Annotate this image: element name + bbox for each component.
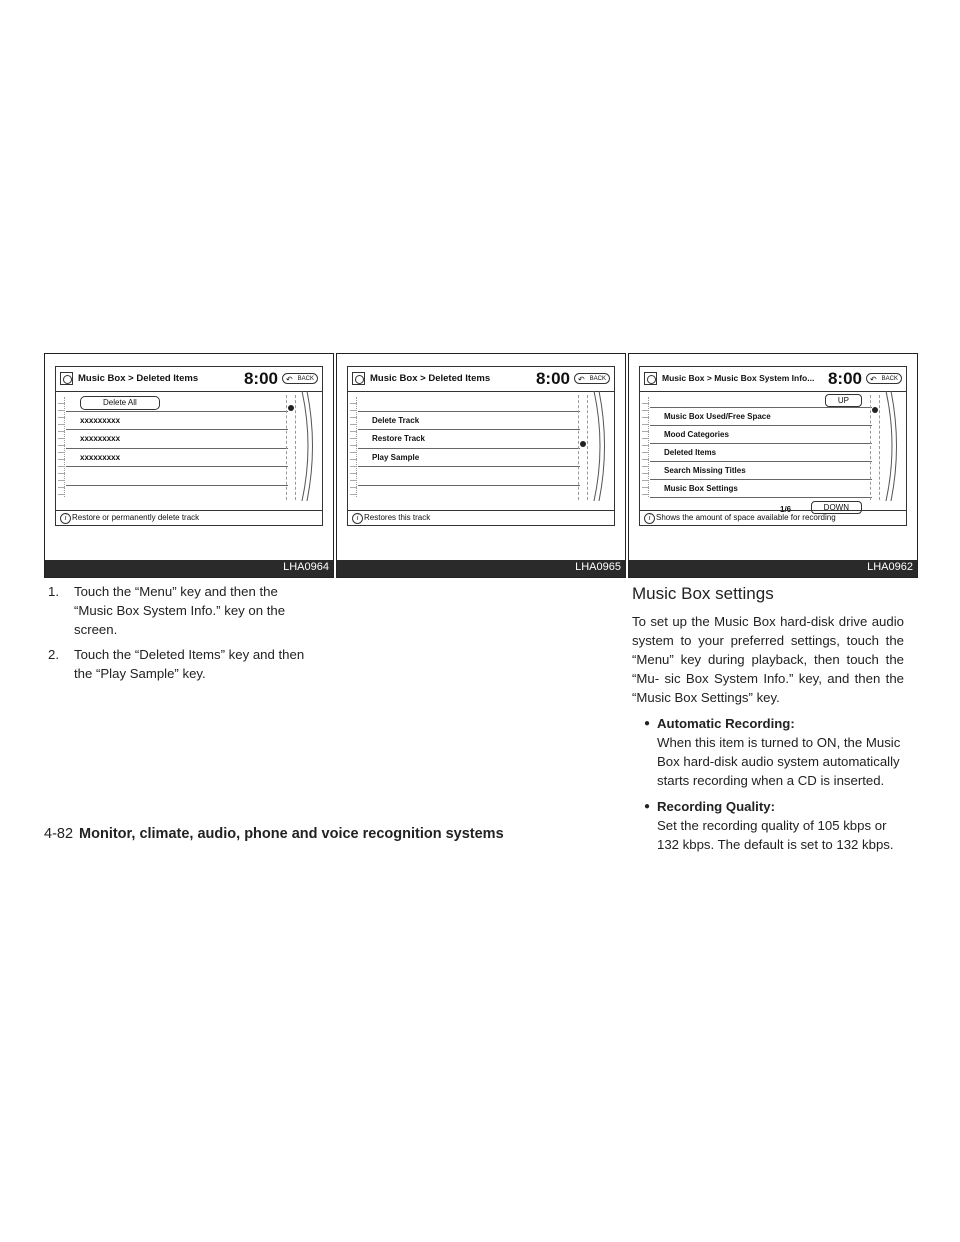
back-button[interactable]: ↶ BACK (866, 373, 902, 384)
figure-caption: LHA0965 (337, 560, 625, 577)
screen-title: Music Box > Music Box System Info... (662, 373, 815, 383)
up-button[interactable]: UP (650, 391, 872, 408)
bezel-curves (592, 391, 610, 501)
page-indicator: 1/6 (780, 505, 792, 514)
music-box-icon (644, 372, 657, 385)
mood-categories-item[interactable]: Mood Categories (650, 426, 872, 444)
clock: 8:00 (243, 369, 278, 388)
screen-display (55, 366, 323, 526)
play-sample-item[interactable]: Play Sample (358, 449, 580, 468)
figure-lha0964 (44, 353, 334, 578)
bullet-item: ● Recording Quality: Set the recording quality of 105 kbps or 132 kbps. The default is set to 132 kbps. (632, 797, 904, 854)
restore-track-item[interactable]: Restore Track (358, 430, 580, 449)
screen-display (639, 366, 907, 526)
screen-title: Music Box > Deleted Items (78, 373, 199, 384)
back-button[interactable]: ↶ BACK (282, 373, 318, 384)
figure-lha0965 (336, 353, 626, 578)
back-button[interactable]: ↶ BACK (574, 373, 610, 384)
list-item[interactable]: xxxxxxxxx (66, 412, 288, 431)
music-box-icon (352, 372, 365, 385)
scrollbar[interactable] (286, 395, 296, 500)
list-item (358, 467, 580, 486)
scroll-thumb[interactable] (288, 405, 294, 411)
menu-list (650, 391, 872, 515)
screen-header (348, 367, 614, 392)
bullet-item: ● Automatic Recording: When this item is turned to ON, the Music Box hard-disk audio system automatically starts recording when a CD is inserted. (632, 714, 904, 790)
info-footer: i Restore or permanently delete track (56, 510, 322, 525)
step-item: 2. Touch the “Deleted Items” key and then the “Play Sample” key. (48, 647, 305, 681)
deleted-items-item[interactable]: Deleted Items (650, 444, 872, 462)
figure-caption: LHA0962 (629, 560, 917, 577)
down-button[interactable]: DOWN (811, 501, 862, 514)
page-number: 4-82 (44, 826, 74, 842)
list-item (66, 467, 288, 486)
info-footer: i Shows the amount of space available for recording (640, 510, 906, 525)
list-item[interactable]: xxxxxxxxx (66, 430, 288, 449)
music-box-icon (60, 372, 73, 385)
bezel-curves (884, 391, 902, 501)
screen-header (640, 367, 906, 392)
screen-header (56, 367, 322, 392)
music-box-settings-item[interactable]: Music Box Settings (650, 480, 872, 498)
section-body (632, 612, 904, 854)
scroll-thumb[interactable] (872, 407, 878, 413)
section-title: Music Box settings (632, 584, 774, 603)
scrollbar[interactable] (870, 395, 880, 500)
list-item (358, 393, 580, 412)
tick-column (642, 397, 649, 497)
chapter-title: Monitor, climate, audio, phone and voice recognition systems (79, 826, 504, 842)
tick-column (58, 397, 65, 497)
page-footer (44, 826, 504, 842)
section-intro: To set up the Music Box hard-disk drive audio system to your preferred settings, touch the “Menu” key during playback, then touch the “Mu- sic Box System Info.” key, and then the “Music Box Settings” key. (632, 614, 904, 705)
scroll-thumb[interactable] (580, 441, 586, 447)
delete-all-button[interactable]: Delete All (66, 393, 288, 412)
delete-track-item[interactable]: Delete Track (358, 412, 580, 431)
clock: 8:00 (535, 369, 570, 388)
screen-title: Music Box > Deleted Items (370, 373, 491, 384)
list-item[interactable]: xxxxxxxxx (66, 449, 288, 468)
figure-caption: LHA0964 (45, 560, 333, 577)
bezel-curves (300, 391, 318, 501)
screen-display (347, 366, 615, 526)
scrollbar[interactable] (578, 395, 588, 500)
procedure-steps (44, 582, 320, 689)
info-footer: i Restores this track (348, 510, 614, 525)
step-item: 1. Touch the “Menu” key and then the “Music Box System Info.” key on the screen. (48, 584, 286, 637)
used-free-space-item[interactable]: Music Box Used/Free Space (650, 408, 872, 426)
clock: 8:00 (827, 369, 862, 388)
menu-list (66, 393, 288, 486)
figure-lha0962 (628, 353, 918, 578)
search-missing-titles-item[interactable]: Search Missing Titles (650, 462, 872, 480)
tick-column (350, 397, 357, 497)
menu-list (358, 393, 580, 486)
